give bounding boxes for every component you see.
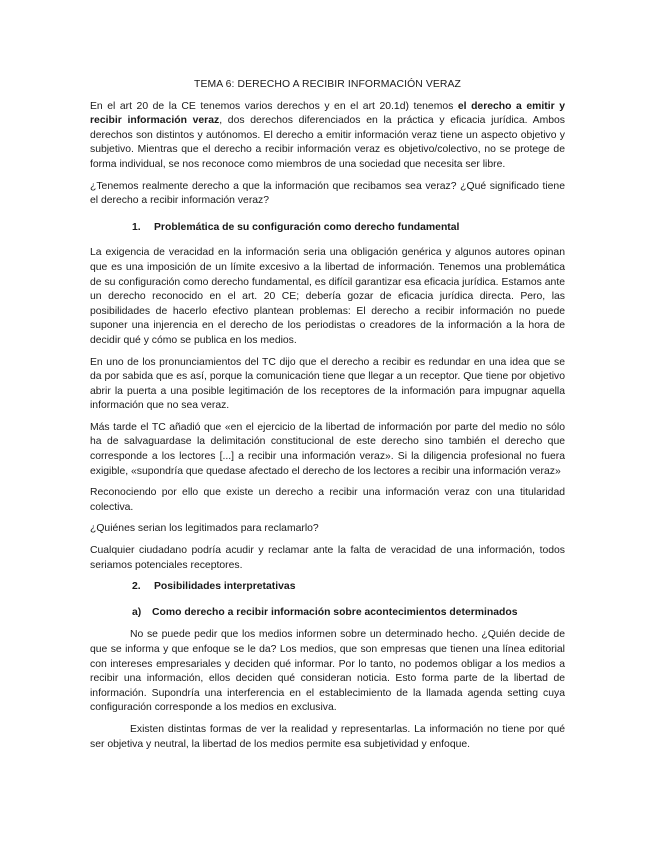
section-1-paragraph-6: Cualquier ciudadano podría acudir y reclamar ante la falta de veracidad de una información, todos seriamos potenciales receptores. xyxy=(90,545,565,571)
section-1-paragraph-3: Más tarde el TC añadió que «en el ejercicio de la libertad de información por parte del medio no sólo ha de salvaguardase la delimitación constitucional de este derecho sino también el derecho que corresponde a los lectores [...] a recibir una información veraz». Si la diligencia profesional no fuera exigible, «supondría que quedase afectado el derecho de los lectores a recibir una información veraz» xyxy=(90,421,565,477)
section-1-paragraph-1: La exigencia de veracidad en la información seria una obligación genérica y algunos autores opinan que es una imposición de un límite excesivo a la libertad de información. Tenemos una problemática de su configuración como derecho fundamental, es difícil garantizar esa eficacia jurídica. Estamos ante un derecho reconocido en el art. 20 CE; debería gozar de eficacia jurídica directa. Pero, las posibilidades de hacerlo efectivo plantean problemas: El derecho a recibir información no puede suponer una injerencia en el derecho de los periodistas o creadores de la información a la hora de decidir qué y cómo se publica en los medios. xyxy=(90,247,565,346)
section-2-number: 2. xyxy=(132,581,141,593)
subsection-a-heading xyxy=(90,606,565,621)
section-1-paragraph-5: ¿Quiénes serian los legitimados para reclamarlo? xyxy=(90,523,319,535)
section-1-paragraph-4: Reconociendo por ello que existe un derecho a recibir una información veraz con una titularidad colectiva. xyxy=(90,487,565,513)
intro-paragraph xyxy=(90,100,565,173)
intro-bold-right: el derecho a emitir y recibir información veraz xyxy=(90,100,565,127)
section-1-heading xyxy=(90,221,565,236)
section-1-paragraph-2: En uno de los pronunciamientos del TC dijo que el derecho a recibir es redundar en una idea que se da por sabida que es así, porque la comunicación tiene que llegar a un receptor. Que tiene por objetivo abrir la puerta a una posible legitimación de los receptores de la información para impugnar aquella información que no sea veraz. xyxy=(90,356,565,412)
section-1-title: Problemática de su configuración como derecho fundamental xyxy=(154,221,460,233)
document-title: TEMA 6: DERECHO A RECIBIR INFORMACIÓN VERAZ xyxy=(194,79,461,90)
section-2-title: Posibilidades interpretativas xyxy=(154,581,296,593)
intro-text-2: , dos derechos diferenciados en la práctica y eficacia jurídica. Ambos derechos son distintos y autónomos. El derecho a emitir información veraz tiene un aspecto objetivo y subjetivo. Mientras que el derecho a recibir información veraz es objetivo/colectivo, no se protege de forma individual, se nos reconoce como miembros de una sociedad que necesita ser libre. xyxy=(90,115,565,170)
subsection-a-paragraph-1: No se puede pedir que los medios informen sobre un determinado hecho. ¿Quién decide de que se informa y que enfoque se le da? Los medios, que son empresas que tienen una línea editorial con intereses empresariales y deciden qué informar. Por lo tanto, no podemos obligar a los medios a recibir una información, ellos deciden qué consideran noticia. Esto forma parte de la libertad de información. Supondría una interferencia en el establecimiento de la llamada agenda setting cuya configuración corresponde a los medios en exclusiva. xyxy=(90,629,565,714)
intro-text-1: En el art 20 de la CE tenemos varios derechos y en el art 20.1d) tenemos xyxy=(90,100,458,112)
subsection-a-title: Como derecho a recibir información sobre acontecimientos determinados xyxy=(152,606,518,618)
question-paragraph: ¿Tenemos realmente derecho a que la información que recibamos sea veraz? ¿Qué significado tiene el derecho a recibir información veraz? xyxy=(90,180,565,207)
subsection-a-number: a) xyxy=(132,606,142,618)
subsection-a-paragraph-2: Existen distintas formas de ver la realidad y representarlas. La información no tiene por qué ser objetiva y neutral, la libertad de los medios permite esa subjetividad y enfoque. xyxy=(90,723,565,750)
section-2-heading xyxy=(90,580,565,595)
section-1-number: 1. xyxy=(132,221,141,233)
